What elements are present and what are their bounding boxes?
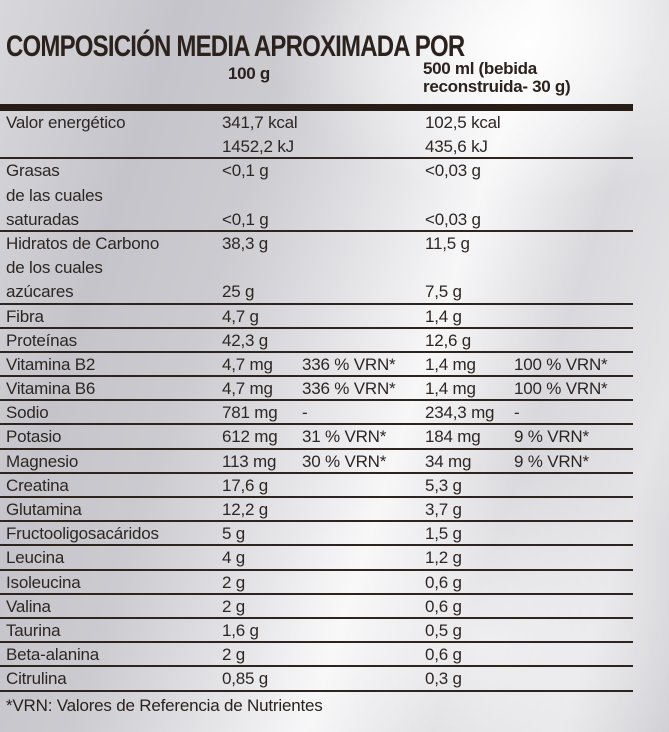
value-per-100g: 4,7 g <box>222 306 259 326</box>
value-per-100g: 25 g <box>222 282 255 302</box>
value-per-500ml: 0,6 g <box>425 596 462 616</box>
vrn-percent-per-500ml <box>514 111 633 135</box>
vrn-percent-per-500ml <box>514 474 633 498</box>
value-per-500ml: 7,5 g <box>425 282 462 302</box>
table-body <box>0 111 633 692</box>
vrn-percent-per-500ml <box>514 643 633 667</box>
value-per-500ml: 1,4 mg <box>425 354 476 374</box>
value-per-100g <box>222 184 302 208</box>
vrn-percent-per-100g <box>302 256 425 280</box>
value-per-100g: 17,6 g <box>222 475 269 495</box>
vrn-percent-per-100g: 30 % VRN* <box>302 451 387 471</box>
vrn-percent-per-100g <box>302 305 425 329</box>
value-per-500ml: 3,7 g <box>425 500 462 519</box>
nutrient-label: de los cuales <box>6 258 103 278</box>
nutrition-table <box>0 104 633 692</box>
nutrient-label: Vitamina B2 <box>6 354 96 374</box>
nutrient-label: saturadas <box>6 209 79 229</box>
nutrient-label: Fructooligosacáridos <box>6 524 159 544</box>
nutrient-label: Hidratos de Carbono <box>6 233 160 253</box>
nutrient-label: Isoleucina <box>6 572 81 592</box>
vrn-percent-per-500ml <box>514 256 633 280</box>
vrn-percent-per-500ml: 9 % VRN* <box>514 427 589 447</box>
nutrient-label: Beta-alanina <box>6 645 100 665</box>
value-per-500ml: 1,5 g <box>425 524 462 544</box>
table-row <box>0 425 633 449</box>
nutrient-label <box>6 135 222 159</box>
value-per-500ml: 12,6 g <box>425 330 472 350</box>
vrn-percent-per-500ml <box>514 135 633 159</box>
value-per-500ml <box>425 184 514 208</box>
vrn-percent-per-500ml: 100 % VRN* <box>514 379 608 399</box>
value-per-100g: 5 g <box>222 524 246 544</box>
value-per-100g: 4,7 mg <box>222 379 273 399</box>
vrn-percent-per-100g <box>302 474 425 498</box>
value-per-100g: 2 g <box>222 596 246 616</box>
table-row <box>0 667 633 691</box>
value-per-100g: 42,3 g <box>222 330 269 350</box>
vrn-percent-per-100g: - <box>302 403 308 423</box>
table-row <box>0 401 633 425</box>
value-per-100g: 341,7 kcal <box>222 113 298 132</box>
value-per-500ml: <0,03 g <box>425 161 481 181</box>
column-header-500ml-line2: reconstruida- 30 g) <box>423 77 571 96</box>
value-per-100g: <0,1 g <box>222 161 269 181</box>
table-row <box>0 546 633 570</box>
vrn-percent-per-100g <box>302 135 425 159</box>
column-header-500ml-line1: 500 ml (bebida <box>423 59 537 78</box>
footnote-vrn: *VRN: Valores de Referencia de Nutrientes <box>6 696 323 715</box>
value-per-100g: 2 g <box>222 645 246 665</box>
value-per-500ml: 234,3 mg <box>425 403 495 423</box>
vrn-percent-per-500ml <box>514 184 633 208</box>
value-per-500ml: 0,3 g <box>425 669 462 689</box>
nutrient-label: azúcares <box>6 282 74 302</box>
value-per-500ml: 11,5 g <box>425 233 470 253</box>
value-per-500ml: 5,3 g <box>425 475 462 495</box>
table-row <box>0 571 633 595</box>
value-per-500ml: 102,5 kcal <box>425 113 501 132</box>
nutrient-label: Leucina <box>6 548 65 568</box>
vrn-percent-per-500ml <box>514 619 633 643</box>
vrn-percent-per-100g: 336 % VRN* <box>302 354 396 374</box>
nutrient-label: de las cuales <box>6 185 103 205</box>
table-row <box>0 159 633 183</box>
nutrient-label: Taurina <box>6 620 61 640</box>
vrn-percent-per-500ml: 9 % VRN* <box>514 451 589 471</box>
nutrient-label: Vitamina B6 <box>6 379 96 399</box>
vrn-percent-per-100g <box>302 498 425 522</box>
table-row <box>0 111 633 135</box>
table-row <box>0 184 633 208</box>
vrn-percent-per-100g <box>302 571 425 595</box>
table-row <box>0 498 633 522</box>
table-row <box>0 595 633 619</box>
value-per-100g: 781 mg <box>222 403 278 423</box>
nutrient-label: Fibra <box>6 306 44 326</box>
vrn-percent-per-100g <box>302 184 425 208</box>
table-row <box>0 450 633 474</box>
vrn-percent-per-100g <box>302 280 425 304</box>
vrn-percent-per-500ml <box>514 667 633 691</box>
nutrient-label: Potasio <box>6 427 62 447</box>
vrn-percent-per-100g <box>302 159 425 183</box>
vrn-percent-per-500ml: - <box>514 403 520 423</box>
vrn-percent-per-100g <box>302 111 425 135</box>
value-per-100g: 4,7 mg <box>222 354 273 374</box>
nutrient-label: Magnesio <box>6 451 79 471</box>
table-row <box>0 643 633 667</box>
vrn-percent-per-100g <box>302 329 425 353</box>
nutrient-label: Grasas <box>6 161 60 181</box>
value-per-100g: 38,3 g <box>222 233 269 253</box>
value-per-100g: 1,6 g <box>222 620 259 640</box>
value-per-500ml: 1,4 mg <box>425 379 476 399</box>
value-per-500ml: 0,5 g <box>425 620 462 640</box>
value-per-500ml: 435,6 kJ <box>425 137 488 157</box>
vrn-percent-per-500ml <box>514 329 633 353</box>
nutrient-label: Valina <box>6 596 51 616</box>
vrn-percent-per-100g <box>302 643 425 667</box>
vrn-percent-per-500ml <box>514 208 633 232</box>
vrn-percent-per-100g: 336 % VRN* <box>302 379 396 399</box>
vrn-percent-per-100g <box>302 595 425 619</box>
column-header-100g: 100 g <box>228 64 270 83</box>
value-per-500ml: 0,6 g <box>425 572 462 592</box>
table-row <box>0 474 633 498</box>
nutrient-label: Citrulina <box>6 669 67 689</box>
table-row <box>0 208 633 232</box>
vrn-percent-per-500ml: 100 % VRN* <box>514 354 608 374</box>
nutrient-label: Glutamina <box>6 500 82 519</box>
vrn-percent-per-100g <box>302 232 425 256</box>
value-per-100g: 12,2 g <box>222 500 269 519</box>
vrn-percent-per-500ml <box>514 280 633 304</box>
value-per-500ml: 1,4 g <box>425 306 462 326</box>
nutrient-label: Valor energético <box>6 113 126 132</box>
table-row <box>0 329 633 353</box>
value-per-500ml: 1,2 g <box>425 548 462 568</box>
vrn-percent-per-500ml <box>514 159 633 183</box>
table-row <box>0 619 633 643</box>
table-row <box>0 305 633 329</box>
column-header-500ml <box>423 60 570 96</box>
value-per-500ml: 0,6 g <box>425 645 462 665</box>
table-row <box>0 232 633 256</box>
table-row <box>0 353 633 377</box>
vrn-percent-per-500ml <box>514 571 633 595</box>
table-row <box>0 522 633 546</box>
vrn-percent-per-100g <box>302 546 425 570</box>
value-per-500ml: <0,03 g <box>425 209 481 229</box>
table-row <box>0 256 633 280</box>
value-per-500ml <box>425 256 514 280</box>
vrn-percent-per-500ml <box>514 498 633 522</box>
nutrient-label: Proteínas <box>6 330 77 350</box>
value-per-100g: <0,1 g <box>222 209 269 229</box>
value-per-100g: 1452,2 kJ <box>222 137 294 157</box>
vrn-percent-per-500ml <box>514 232 633 256</box>
value-per-100g: 2 g <box>222 572 246 592</box>
page-title: COMPOSICIÓN MEDIA APROXIMADA POR <box>6 30 465 63</box>
vrn-percent-per-500ml <box>514 522 633 546</box>
value-per-500ml: 34 mg <box>425 451 472 471</box>
value-per-100g: 612 mg <box>222 427 278 447</box>
value-per-100g: 0,85 g <box>222 669 269 689</box>
vrn-percent-per-500ml <box>514 546 633 570</box>
vrn-percent-per-100g: 31 % VRN* <box>302 427 387 447</box>
vrn-percent-per-500ml <box>514 305 633 329</box>
table-row <box>0 280 633 304</box>
nutrient-label: Sodio <box>6 403 49 423</box>
value-per-500ml: 184 mg <box>425 427 481 447</box>
vrn-percent-per-100g <box>302 522 425 546</box>
vrn-percent-per-100g <box>302 619 425 643</box>
nutrient-label: Creatina <box>6 475 69 495</box>
table-row <box>0 135 633 159</box>
value-per-100g <box>222 256 302 280</box>
table-top-bar <box>0 104 633 111</box>
value-per-100g: 4 g <box>222 548 246 568</box>
value-per-100g: 113 mg <box>222 451 277 471</box>
vrn-percent-per-100g <box>302 667 425 691</box>
table-row <box>0 377 633 401</box>
vrn-percent-per-500ml <box>514 595 633 619</box>
vrn-percent-per-100g <box>302 208 425 232</box>
